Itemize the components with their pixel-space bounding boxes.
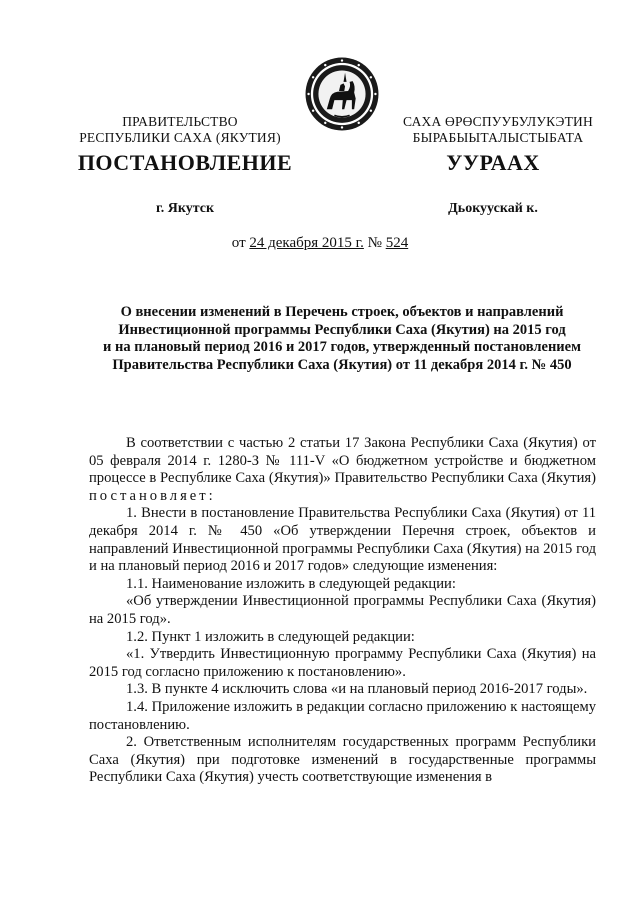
paragraph-item-1-4: 1.4. Приложение изложить в редакции согласно приложению к настоящему постановлению.	[89, 698, 596, 733]
paragraph-item-1-2: 1.2. Пункт 1 изложить в следующей редакции:	[126, 628, 415, 645]
decree-number: 524	[385, 235, 409, 251]
decree-date-line	[0, 235, 640, 252]
government-name-ru-line1: ПРАВИТЕЛЬСТВО	[122, 114, 238, 129]
doc-type-ru: ПОСТАНОВЛЕНИЕ	[77, 150, 293, 175]
paragraph-item-1-1: 1.1. Наименование изложить в следующей редакции:	[126, 575, 456, 592]
document-body	[89, 435, 596, 787]
paragraph-item-1: 1. Внести в постановление Правительства Республики Саха (Якутия) от 11 декабря 2014 г. № 450 «Об утверждении Перечня строек, объектов и направлений Инвестиционной программы Республики Саха (Якутия) на 2015 год и на плановый период 2016 и 2017 годов» следующие изменения:	[89, 505, 596, 575]
title-line: Инвестиционной программы Республики Саха (Якутия) на 2015 год	[118, 321, 566, 338]
number-sign: №	[367, 235, 382, 251]
government-name-ru	[70, 114, 290, 146]
paragraph-item-1-3: 1.3. В пункте 4 исключить слова «и на плановый период 2016-2017 годы».	[126, 681, 588, 698]
government-name-ru-line2: РЕСПУБЛИКИ САХА (ЯКУТИЯ)	[79, 130, 281, 145]
title-line: Правительства Республики Саха (Якутия) от 11 декабря 2014 г. № 450	[112, 356, 572, 373]
preamble-end: :	[208, 487, 213, 504]
paragraph-item-2: 2. Ответственным исполнителям государственных программ Республики Саха (Якутия) при подготовке изменений в государственные программы Республики Саха (Якутия) учесть соответствующие изменения в	[89, 734, 596, 786]
republic-emblem-icon	[304, 56, 380, 132]
paragraph-item-1-1-text: «Об утверждении Инвестиционной программы Республики Саха (Якутия) на 2015 год».	[89, 593, 596, 627]
preamble-text: В соответствии с частью 2 статьи 17 Закона Республики Саха (Якутия) от 05 февраля 2014 г. 1280-З № 111-V «О бюджетном устройстве и бюджетном процессе в Республике Саха (Якутия)» Правительство Республики Саха (Якутия)	[89, 435, 596, 487]
date-prefix: от	[231, 235, 246, 251]
document-title	[88, 304, 596, 374]
title-line: и на плановый период 2016 и 2017 годов, утвержденный постановлением	[103, 339, 581, 355]
government-name-sakha-line1: САХА ӨРӨСПУУБУЛУКЭТИН	[403, 114, 593, 129]
government-name-sakha	[380, 114, 616, 146]
title-line: О внесении изменений в Перечень строек, объектов и направлений	[120, 304, 564, 320]
paragraph-preamble	[89, 435, 596, 505]
decree-date: 24 декабря 2015 г.	[249, 235, 364, 251]
doc-type-sakha: УУРААХ	[446, 150, 540, 175]
government-name-sakha-line2: БЫРАБЫЫТАЛЫСТЫБАТА	[412, 130, 584, 145]
city-ru: г. Якутск	[155, 201, 215, 216]
paragraph-item-1-2-text: «1. Утвердить Инвестиционную программу Республики Саха (Якутия) на 2015 год согласно приложению к постановлению».	[89, 646, 596, 680]
decree-keyword: постановляет	[89, 487, 209, 504]
city-sakha: Дьокуускай к.	[448, 201, 538, 216]
